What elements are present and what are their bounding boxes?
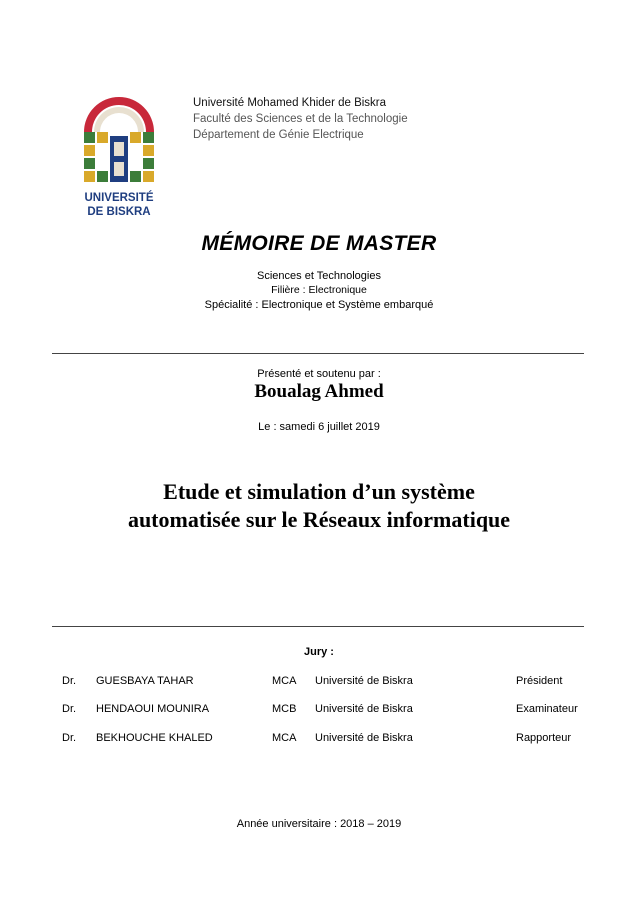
author-name: Boualag Ahmed	[254, 381, 384, 402]
jury-row	[0, 703, 638, 719]
academic-year: Année universitaire : 2018 – 2019	[236, 818, 402, 830]
jury-grade: MCA	[272, 732, 297, 744]
university-logo	[70, 92, 168, 228]
jury-title: Dr.	[62, 732, 77, 744]
jury-institution: Université de Biskra	[315, 732, 413, 744]
divider-bottom	[52, 626, 584, 627]
department-name: Département de Génie Electrique	[193, 129, 364, 141]
jury-grade: MCB	[272, 703, 297, 715]
defense-date: Le : samedi 6 juillet 2019	[258, 421, 380, 433]
university-name: Université Mohamed Khider de Biskra	[193, 97, 387, 109]
thesis-title-line1: Etude et simulation d’un système	[163, 479, 475, 504]
jury-heading: Jury :	[304, 646, 334, 658]
jury-role: Examinateur	[516, 703, 578, 715]
logo-text-line2: DE BISKRA	[87, 206, 151, 218]
faculty-name: Faculté des Sciences et de la Technologie	[193, 113, 408, 125]
thesis-title-line2: automatisée sur le Réseaux informatique	[127, 507, 511, 532]
jury-grade: MCA	[272, 675, 297, 687]
jury-row	[0, 675, 638, 691]
jury-role: Rapporteur	[516, 732, 572, 744]
jury-institution: Université de Biskra	[315, 703, 413, 715]
jury-role: Président	[516, 675, 563, 687]
jury-title: Dr.	[62, 675, 77, 687]
logo-text-line1: UNIVERSITÉ	[84, 192, 154, 204]
jury-row	[0, 732, 638, 748]
divider-top	[52, 353, 584, 354]
jury-institution: Université de Biskra	[315, 675, 413, 687]
jury-name: GUESBAYA TAHAR	[96, 675, 194, 687]
institution-block	[193, 95, 408, 143]
specialite-line: Spécialité : Electronique et Système embarqué	[204, 299, 434, 311]
thesis-title	[0, 478, 638, 534]
jury-title: Dr.	[62, 703, 77, 715]
jury-name: BEKHOUCHE KHALED	[96, 732, 213, 744]
filiere-line: Filière : Electronique	[271, 284, 367, 296]
presented-by-label: Présenté et soutenu par :	[257, 368, 381, 380]
document-type-title: MÉMOIRE DE MASTER	[201, 232, 437, 255]
jury-name: HENDAOUI MOUNIRA	[96, 703, 210, 715]
domain-line: Sciences et Technologies	[257, 270, 381, 282]
